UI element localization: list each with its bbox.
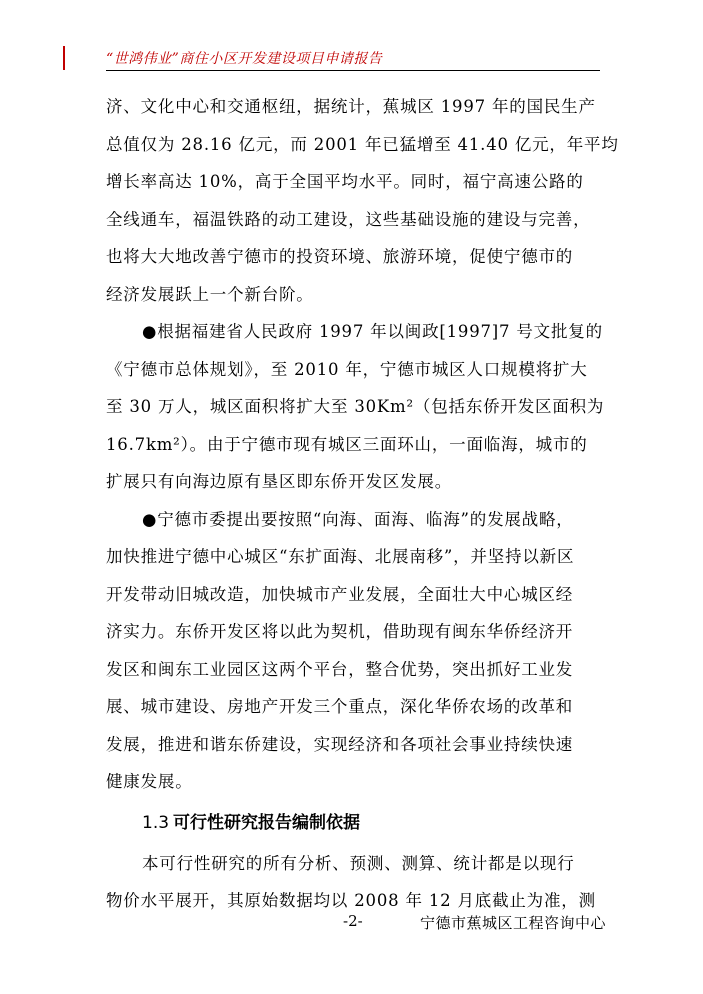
text-line: 也将大大地改善宁德市的投资环境、旅游环境，促使宁德市的 (106, 247, 574, 266)
text-line: 至 30 万人，城区面积将扩大至 30Km²（包括东侨开发区面积为 (106, 397, 605, 416)
section-title: 可行性研究报告编制依据 (173, 812, 361, 833)
text-line: 开发带动旧城改造，加快城市产业发展，全面壮大中心城区经 (106, 584, 574, 604)
text-line: 健康发展。 (106, 772, 193, 791)
text-line: 总值仅为 28.16 亿元，而 2001 年已猛增至 41.40 亿元，年平均 (106, 134, 619, 154)
header-accent-bar (63, 46, 65, 70)
text-line: ●宁德市委提出要按照“向海、面海、临海”的发展战略， (142, 509, 574, 529)
text-line: 发区和闽东工业园区这两个平台，整合优势，突出抓好工业发 (106, 659, 574, 679)
text-line: 增长率高达 10%，高于全国平均水平。同时，福宁高速公路的 (106, 172, 584, 191)
page-number: -2- (343, 912, 363, 930)
text-line: 全线通车，福温铁路的动工建设，这些基础设施的建设与完善， (106, 209, 591, 229)
paragraph-3 (106, 501, 600, 801)
paragraph-4 (106, 845, 600, 920)
text-line: 经济发展跃上一个新台阶。 (106, 284, 314, 304)
text-line: 发展，推进和谐东侨建设，实现经济和各项社会事业持续快速 (106, 734, 574, 754)
text-line: 本可行性研究的所有分析、预测、测算、统计都是以现行 (142, 853, 575, 873)
section-number: 1.3 (142, 812, 170, 833)
text-line: 扩展只有向海边原有垦区即东侨开发区发展。 (106, 472, 452, 491)
text-line: 《宁德市总体规划》，至 2010 年，宁德市城区人口规模将扩大 (106, 359, 588, 379)
page-footer (0, 912, 703, 936)
text-line: 展、城市建设、房地产开发三个重点，深化华侨农场的改革和 (106, 697, 574, 716)
text-line: 物价水平展开，其原始数据均以 2008 年 12 月底截止为准，测 (106, 891, 596, 910)
header-title: “世鸿伟业”商住小区开发建设项目申请报告 (106, 51, 383, 67)
paragraph-1 (106, 88, 619, 313)
section-heading (106, 801, 600, 845)
text-line: 济、文化中心和交通枢纽，据统计，蕉城区 1997 年的国民生产 (106, 97, 596, 116)
footer-organization: 宁德市蕉城区工程咨询中心 (420, 914, 607, 932)
text-line: ●根据福建省人民政府 1997 年以闽政[1997]7 号文批复的 (142, 322, 603, 341)
paragraph-2 (106, 313, 605, 501)
header-divider (106, 70, 600, 71)
text-line: 16.7km²）。由于宁德市现有城区三面环山，一面临海，城市的 (106, 434, 588, 454)
text-line: 加快推进宁德中心城区“东扩面海、北展南移”，并坚持以新区 (106, 547, 575, 566)
body-text (106, 88, 619, 920)
text-line: 济实力。东侨开发区将以此为契机，借助现有闽东华侨经济开 (106, 622, 574, 641)
